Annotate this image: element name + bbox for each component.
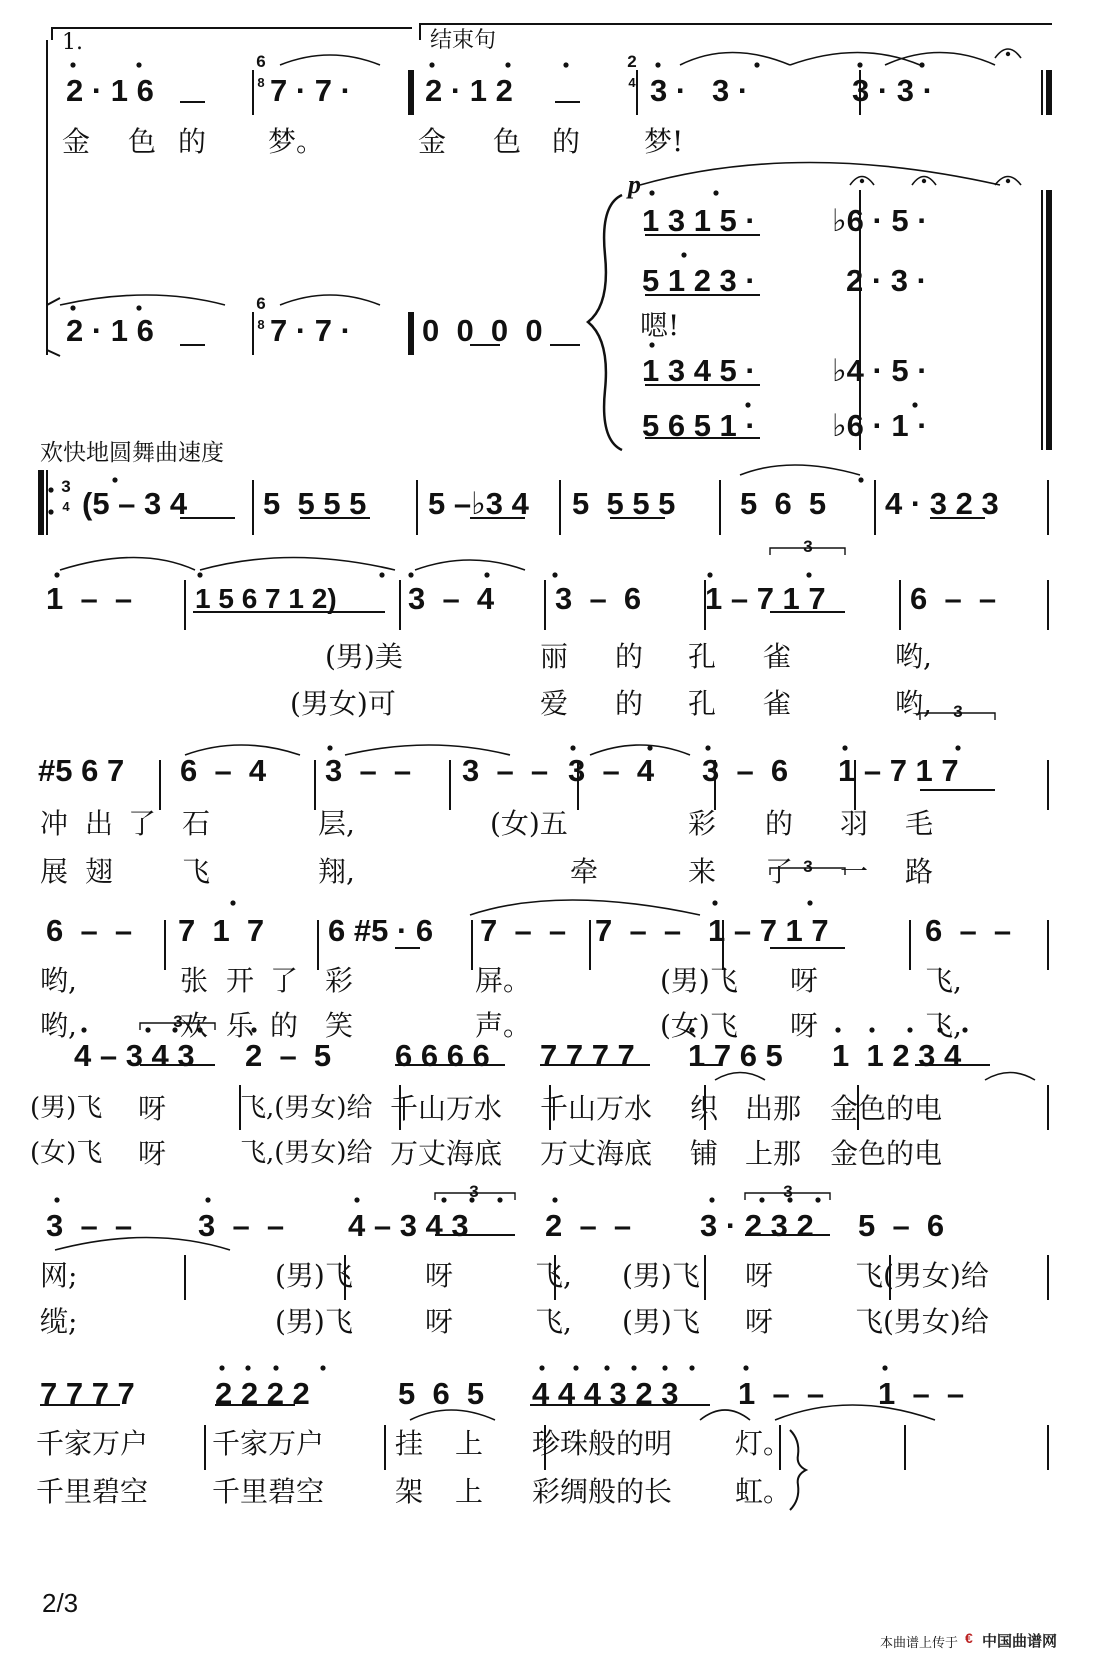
lyric: (男)飞 — [660, 964, 738, 997]
lyric: 飞, — [535, 1305, 572, 1338]
lyric: 哟, — [40, 964, 77, 997]
lyric: 灯。 — [735, 1427, 792, 1460]
lyric: 飞(男女)给 — [855, 1305, 989, 1338]
lyric: 欢 — [180, 1009, 209, 1042]
lyric: 翅 — [85, 855, 114, 888]
lyric: 翔, — [318, 855, 355, 888]
measure: 3 – – — [46, 1208, 133, 1243]
measure: 2 – – — [545, 1208, 632, 1243]
chord-line: 5 1 2 3 · — [642, 263, 756, 298]
lyric: 层, — [318, 807, 355, 840]
lyric: (男)飞 — [275, 1259, 353, 1292]
time-sig-bottom: 4 — [62, 499, 70, 514]
measure: 3 – – — [325, 753, 412, 788]
triplet-number: 3 — [803, 537, 813, 556]
measure: 3 – 6 — [555, 581, 642, 616]
chord-brace — [588, 195, 622, 450]
triplet-number: 3 — [469, 1182, 479, 1201]
time-sig-bottom: 4 — [628, 75, 636, 90]
lyric: 雀 — [763, 687, 792, 720]
measure: 4 – 3 4 3 — [74, 1038, 195, 1073]
time-sig-top: 6 — [256, 294, 266, 313]
measure: 1 – 7 1 7 — [705, 581, 826, 616]
measure: 5 5 5 5 — [572, 486, 676, 521]
lyric: 哟, — [895, 640, 932, 673]
lyric: 金 — [418, 125, 447, 158]
measure: 6 – – — [46, 913, 133, 948]
lyric-brace — [790, 1430, 806, 1510]
lyric: 了 — [270, 964, 299, 997]
lyric: 梦! — [644, 125, 684, 158]
lyric: 飞,(男女)给 — [240, 1138, 373, 1168]
triplet-number: 3 — [173, 1012, 183, 1031]
lyric: 羽 — [840, 807, 869, 840]
lyric: 梦。 — [268, 125, 325, 158]
measure: 5 6 5 — [740, 486, 827, 521]
lyric: 的 — [552, 125, 581, 158]
lyric: 万丈海底 — [390, 1137, 503, 1170]
ending-label: 结束句 — [430, 28, 497, 53]
lyric: 网; — [40, 1259, 78, 1292]
lyric: 哟, — [40, 1009, 77, 1042]
lyric: 毛 — [905, 807, 934, 840]
measure: 1 – – — [738, 1376, 825, 1411]
lyric: 呀 — [790, 1009, 819, 1042]
lyric: 声。 — [475, 1009, 532, 1042]
lyric: 架 — [395, 1475, 424, 1508]
chord-line: ♭4 · 5 · — [832, 353, 928, 388]
lyric: 上那 — [745, 1137, 802, 1170]
lyric: (男)飞 — [622, 1305, 700, 1338]
lyric: 的 — [765, 807, 794, 840]
measure: 2 · 1 2 — [425, 73, 513, 108]
lyric: 铺 — [690, 1137, 719, 1170]
measure: 5 – 6 — [858, 1208, 945, 1243]
lyric: (女)飞 — [30, 1138, 103, 1168]
lyric: 千山万水 — [540, 1092, 653, 1125]
chord-line: ♭6 · 1 · — [832, 408, 928, 443]
measure: 3 · 3 · — [650, 73, 749, 108]
lyric: 呀 — [790, 964, 819, 997]
measure: 3 – 4 — [408, 581, 495, 616]
measure: 7 7 7 7 — [40, 1376, 135, 1411]
measure: 3 – 4 — [568, 753, 655, 788]
time-sig-top: 2 — [627, 52, 637, 71]
lyric: 上 — [455, 1475, 484, 1508]
lyric: 来 — [688, 855, 717, 888]
lyric: 千家万户 — [36, 1427, 149, 1460]
measure: 1 – 7 1 7 — [838, 753, 959, 788]
lyric: 上 — [455, 1427, 484, 1460]
site-name: 中国曲谱网 — [982, 1633, 1058, 1650]
lyric: 路 — [905, 855, 934, 888]
measure: 4 · 3 2 3 — [885, 486, 999, 521]
lyric: 乐 — [226, 1009, 255, 1042]
lyric: 张 — [180, 964, 209, 997]
measure: 5 –♭3 4 — [428, 486, 529, 521]
measure: 2 2 2 2 — [215, 1376, 310, 1411]
lyric: 孔 — [688, 687, 717, 720]
lyric: 爱 — [540, 687, 569, 720]
measure: 3 – – — [462, 753, 549, 788]
lyric: 出 — [85, 807, 114, 840]
time-sig-top: 6 — [256, 52, 266, 71]
measure: 7 – – — [595, 913, 682, 948]
measure: 1 – – — [878, 1376, 965, 1411]
lyric: 彩绸般的长 — [532, 1475, 673, 1508]
chord-line: 1 3 4 5 · — [642, 353, 756, 388]
volta-bracket — [52, 28, 412, 40]
lyric: 飞,(男女)给 — [240, 1093, 373, 1123]
lyric: 雀 — [763, 640, 792, 673]
chord-line: 1 3 1 5 · — [642, 203, 756, 238]
measure: 1 5 6 7 1 2) — [195, 583, 337, 614]
measure: #5 6 7 — [38, 753, 125, 788]
measure: 1 – – — [46, 581, 133, 616]
measure: 7 · 7 · — [270, 313, 351, 348]
lyric: 金色的电 — [830, 1137, 943, 1170]
lyric: 千家万户 — [212, 1427, 325, 1460]
lyric: 织 — [690, 1092, 719, 1125]
tempo-marking: 欢快地圆舞曲速度 — [40, 440, 224, 466]
lyric: 呀 — [745, 1259, 774, 1292]
ending-bracket — [420, 24, 1052, 40]
lyric: 虹。 — [735, 1475, 792, 1508]
lyric: 冲 — [40, 807, 69, 840]
lyric: 色 — [493, 125, 522, 158]
measure: 6 6 6 6 — [395, 1038, 490, 1073]
lyric: 笑 — [325, 1009, 354, 1042]
chord-line: ♭6 · 5 · — [832, 203, 928, 238]
measure: 6 #5 · 6 — [328, 913, 434, 948]
lyric: 色 — [128, 125, 157, 158]
lyric: 孔 — [688, 640, 717, 673]
lyric: 飞, — [925, 1009, 962, 1042]
lyric: 飞 — [182, 855, 211, 888]
lyric: 的 — [615, 687, 644, 720]
measure: 2 · 1 6 — [66, 73, 154, 108]
lyric: (男女)可 — [290, 687, 396, 720]
measure: 3 – – — [198, 1208, 285, 1243]
measure: 1 – 7 1 7 — [708, 913, 829, 948]
measure: 5 5 5 5 — [263, 486, 367, 521]
measure: 6 – – — [910, 581, 997, 616]
lyric: (女)飞 — [660, 1009, 738, 1042]
triplet-number: 3 — [783, 1182, 793, 1201]
lyric: 飞(男女)给 — [855, 1259, 989, 1292]
lyric: 飞, — [535, 1259, 572, 1292]
measure: 5 6 5 — [398, 1376, 485, 1411]
chord-line: 2 · 3 · — [846, 263, 927, 298]
lyric: 千里碧空 — [36, 1475, 149, 1508]
page-number: 2/3 — [42, 1588, 79, 1618]
lyric: 呀 — [138, 1092, 167, 1125]
lyric: 哟, — [895, 687, 932, 720]
lyric: 千山万水 — [390, 1092, 503, 1125]
lyric: 牵 — [570, 855, 599, 888]
lyric: 展 — [40, 855, 69, 888]
lyric: 的 — [178, 125, 207, 158]
time-sig-top: 3 — [61, 477, 71, 496]
lyric: 的 — [270, 1009, 299, 1042]
lyric: 的 — [615, 640, 644, 673]
measure: 6 – – — [925, 913, 1012, 948]
lyric: 呀 — [745, 1305, 774, 1338]
triplet-number: 3 — [953, 702, 963, 721]
lyric: 缆; — [40, 1305, 78, 1338]
lyric: (男)飞 — [622, 1259, 700, 1292]
measure: (5 – 3 4 — [82, 486, 188, 521]
lyric: 出那 — [745, 1092, 802, 1125]
octave-dots — [54, 62, 967, 1370]
lyric: 万丈海底 — [540, 1137, 653, 1170]
measure: 1 7 6 5 — [688, 1038, 783, 1073]
measure: 6 – 4 — [180, 753, 267, 788]
chord-lyric: 嗯! — [640, 309, 680, 342]
lyric: 飞, — [925, 964, 962, 997]
lyric: 挂 — [395, 1427, 424, 1460]
lyric: 呀 — [425, 1259, 454, 1292]
measure: 3 – 6 — [702, 753, 789, 788]
lyric: 石 — [182, 807, 211, 840]
lyric: 开 — [226, 964, 255, 997]
time-sig-bottom: 8 — [257, 317, 265, 332]
lyric: 彩 — [688, 807, 717, 840]
lyric: 了 — [128, 807, 157, 840]
chord-line: 5 6 5 1 · — [642, 408, 756, 443]
measure: 7 – – — [480, 913, 567, 948]
lyric: 呀 — [138, 1137, 167, 1170]
lyric: 了 — [765, 855, 794, 888]
lyric: (男)飞 — [30, 1093, 103, 1123]
measure: 2 · 1 6 — [66, 313, 154, 348]
triplet-number: 3 — [803, 857, 813, 876]
lyric: (男)美 — [325, 640, 403, 673]
measure: 7 7 7 7 — [540, 1038, 635, 1073]
lyric: 丽 — [540, 640, 569, 673]
lyric: 千里碧空 — [212, 1475, 325, 1508]
measure: 7 · 7 · — [270, 73, 351, 108]
measure: 3 · 3 · — [852, 73, 933, 108]
dynamic-marking: p — [628, 170, 641, 199]
lyric: 屏。 — [475, 964, 532, 997]
measure: 2 – 5 — [245, 1038, 332, 1073]
lyric: 珍珠般的明 — [532, 1427, 673, 1460]
lyric: 金 — [62, 125, 91, 158]
measure: 7 1 7 — [178, 913, 265, 948]
measure: 1 1 2 3 4 — [832, 1038, 962, 1073]
lyric: 彩 — [325, 964, 354, 997]
measure: 4 – 3 4 3 — [348, 1208, 469, 1243]
measure: 0 0 0 0 — [422, 313, 543, 348]
upload-note: 本曲谱上传于 — [880, 1635, 959, 1650]
measure: 3 · 2 3 2 — [700, 1208, 814, 1243]
measure: 4 4 4 3 2 3 — [532, 1376, 679, 1411]
site-logo-icon: € — [965, 1630, 973, 1646]
fermata-dots — [860, 52, 1010, 183]
lyric: (男)飞 — [275, 1305, 353, 1338]
time-sig-bottom: 8 — [257, 75, 265, 90]
lyric: 金色的电 — [830, 1092, 943, 1125]
lyric: (女)五 — [490, 807, 568, 840]
lyric: 呀 — [425, 1305, 454, 1338]
volta-label: 1. — [62, 30, 83, 55]
lyric: 一 — [840, 855, 869, 888]
